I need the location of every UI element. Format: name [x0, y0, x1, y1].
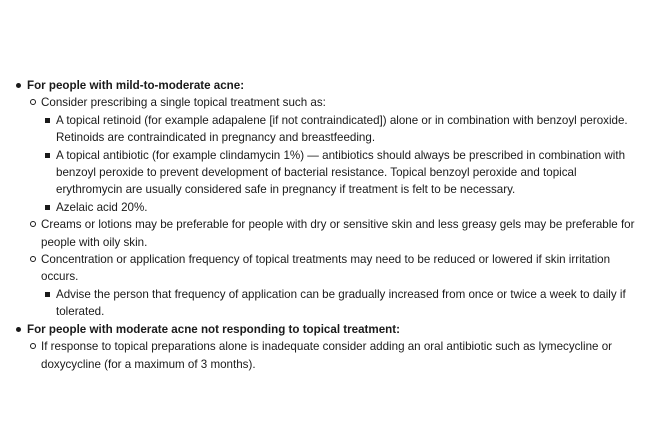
bullet-square-icon: [45, 205, 50, 210]
bullet-square-icon: [45, 153, 50, 158]
bullet-disc-icon: [16, 327, 21, 332]
sub-items: [41, 286, 640, 321]
list-item-text: Concentration or application frequency of topical treatments may need to be reduced or lowered if skin irritation occurs.: [41, 253, 611, 284]
section-heading: For people with mild-to-moderate acne:: [27, 79, 245, 92]
sub-list-item: [41, 286, 640, 321]
bullet-square-icon: [45, 292, 50, 297]
sub-list-item: [41, 112, 640, 147]
list-item: [27, 251, 640, 321]
sub-items: [41, 112, 640, 216]
bullet-circle-icon: [30, 256, 36, 262]
bullet-circle-icon: [30, 99, 36, 105]
list-item: [27, 94, 640, 216]
bullet-square-icon: [45, 118, 50, 123]
guidance-document: [0, 77, 660, 373]
sub-list-item-text: A topical antibiotic (for example clindamycin 1%) — antibiotics should always be prescribed in combination with benzoyl peroxide to prevent development of bacterial resistance. Topical benzoyl peroxide and topical erythromycin are usually considered safe in pregnancy if treatment is felt to be necessary.: [56, 148, 626, 197]
sub-list-item: [41, 147, 640, 199]
sub-list-item-text: Advise the person that frequency of application can be gradually increased from once or twice a week to daily if tolerated.: [56, 287, 626, 319]
list-item-text: If response to topical preparations alone is inadequate consider adding an oral antibiotic such as lymecycline or doxycycline (for a maximum of 3 months).: [41, 340, 613, 371]
list-item: [27, 216, 640, 251]
bullet-circle-icon: [30, 221, 36, 227]
section-mild-moderate: [0, 77, 660, 321]
sub-list-item-text: Azelaic acid 20%.: [56, 200, 148, 214]
list-item-text: Consider prescribing a single topical treatment such as:: [41, 96, 326, 110]
list-item-text: Creams or lotions may be preferable for people with dry or sensitive skin and less greasy gels may be preferable for people with oily skin.: [41, 218, 635, 249]
bullet-disc-icon: [16, 83, 21, 88]
section-moderate-not-responding: [0, 321, 660, 373]
section-heading: For people with moderate acne not responding to topical treatment:: [27, 322, 400, 336]
bullet-circle-icon: [30, 343, 36, 349]
recommendation-list: [0, 77, 660, 373]
sub-list-item: [41, 199, 640, 216]
section-items: [27, 338, 640, 373]
list-item: [27, 338, 640, 373]
section-items: [27, 94, 640, 320]
sub-list-item-text: A topical retinoid (for example adapalene [if not contraindicated]) alone or in combination with benzoyl peroxide. Retinoids are contraindicated in pregnancy and breastfeeding.: [56, 113, 628, 145]
